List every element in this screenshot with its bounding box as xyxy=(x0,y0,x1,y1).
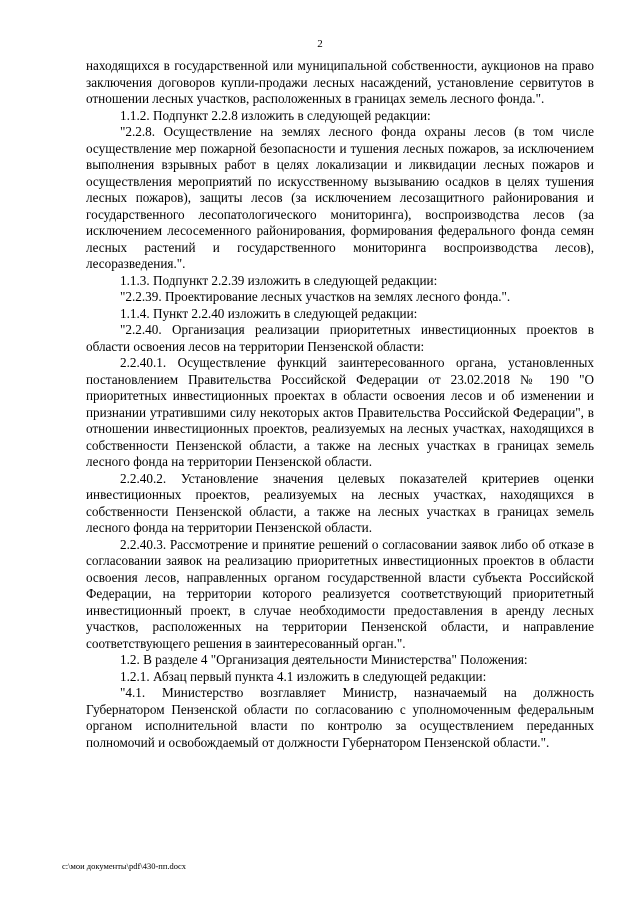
paragraph-1-1-4-heading: 1.1.4. Пункт 2.2.40 изложить в следующей редакции: xyxy=(120,305,418,321)
paragraph-continuation: находящихся в государственной или муниципальной собственности, аукционов на право заключения договоров купли-продажи лесных насаждений, установление сервитутов в отношении лесных участков, расположенных в границах земель лесного фонда.". xyxy=(86,58,594,106)
paragraph-2-2-39: "2.2.39. Проектирование лесных участков на землях лесного фонда.". xyxy=(120,289,511,304)
paragraph-4-1: "4.1. Министерство возглавляет Министр, назначаемый на должность Губернатором Пензенской области по согласованию с уполномоченным федеральным органом исполнительной власти по контролю за осуществлением переданных полномочий и освобождаемый от должности Губернатором Пензенской области.". xyxy=(86,685,594,750)
paragraph-2-2-40: "2.2.40. Организация реализации приоритетных инвестиционных проектов в области освоения лесов на территории Пензенской области: xyxy=(86,322,594,354)
footer-file-path: c:\мои документы\pdf\430-пп.docx xyxy=(62,861,187,871)
paragraph-2-2-40-1: 2.2.40.1. Осуществление функций заинтересованного органа, установленных постановлением Правительства Российской Федерации от 23.02.2018 № 190 "О приоритетных инвестиционных проектах в области освоения лесов и об изменении и признании утратившими силу некоторых актов Правительства Российской Федерации", в отношении инвестиционных проектов, реализуемых на лесных участках, находящихся в собственности Пензенской области, а также на лесных участках в границах земель лесного фонда на территории Пензенской области. xyxy=(86,355,594,469)
paragraph-1-2-1-heading: 1.2.1. Абзац первый пункта 4.1 изложить в следующей редакции: xyxy=(120,668,487,684)
document-body xyxy=(86,58,594,751)
paragraph-1-1-2-heading: 1.1.2. Подпункт 2.2.8 изложить в следующей редакции: xyxy=(120,107,431,123)
page-number: 2 xyxy=(317,38,323,50)
paragraph-2-2-40-2: 2.2.40.2. Установление значения целевых показателей критериев оценки инвестиционных проектов, реализуемых на лесных участках, находящихся в собственности Пензенской области, а также на лесных участках в границах земель лесного фонда на территории Пензенской области. xyxy=(86,470,594,535)
paragraph-2-2-8: "2.2.8. Осуществление на землях лесного фонда охраны лесов (в том числе осуществление мер пожарной безопасности и тушения лесных пожаров, за исключением выполнения взрывных работ в целях локализации и ликвидации лесных пожаров и осуществления мероприятий по искусственному вызыванию осадков в целях тушения лесных пожаров), защиты лесов (за исключением лесозащитного районирования и государственного лесопатологического мониторинга), воспроизводства лесов (за исключением лесосеменного районирования, формирования федерального фонда семян лесных растений и государственного мониторинга воспроизводства лесов), лесоразведения.". xyxy=(86,124,594,271)
paragraph-1-1-3-heading: 1.1.3. Подпункт 2.2.39 изложить в следующей редакции: xyxy=(120,272,438,288)
paragraph-1-2-heading: 1.2. В разделе 4 "Организация деятельности Министерства" Положения: xyxy=(120,652,528,667)
paragraph-2-2-40-3: 2.2.40.3. Рассмотрение и принятие решений о согласовании заявок либо об отказе в согласовании заявок на реализацию приоритетных инвестиционных проектов в области освоения лесов, направленных органом государственной власти субъекта Российской Федерации, на территории которого реализуется соответствующий приоритетный инвестиционный проект, в случае необходимости предоставления в аренду лесных участков, расположенных на территории Пензенской области, и направление соответствующего решения в заинтересованный орган.". xyxy=(86,536,594,651)
